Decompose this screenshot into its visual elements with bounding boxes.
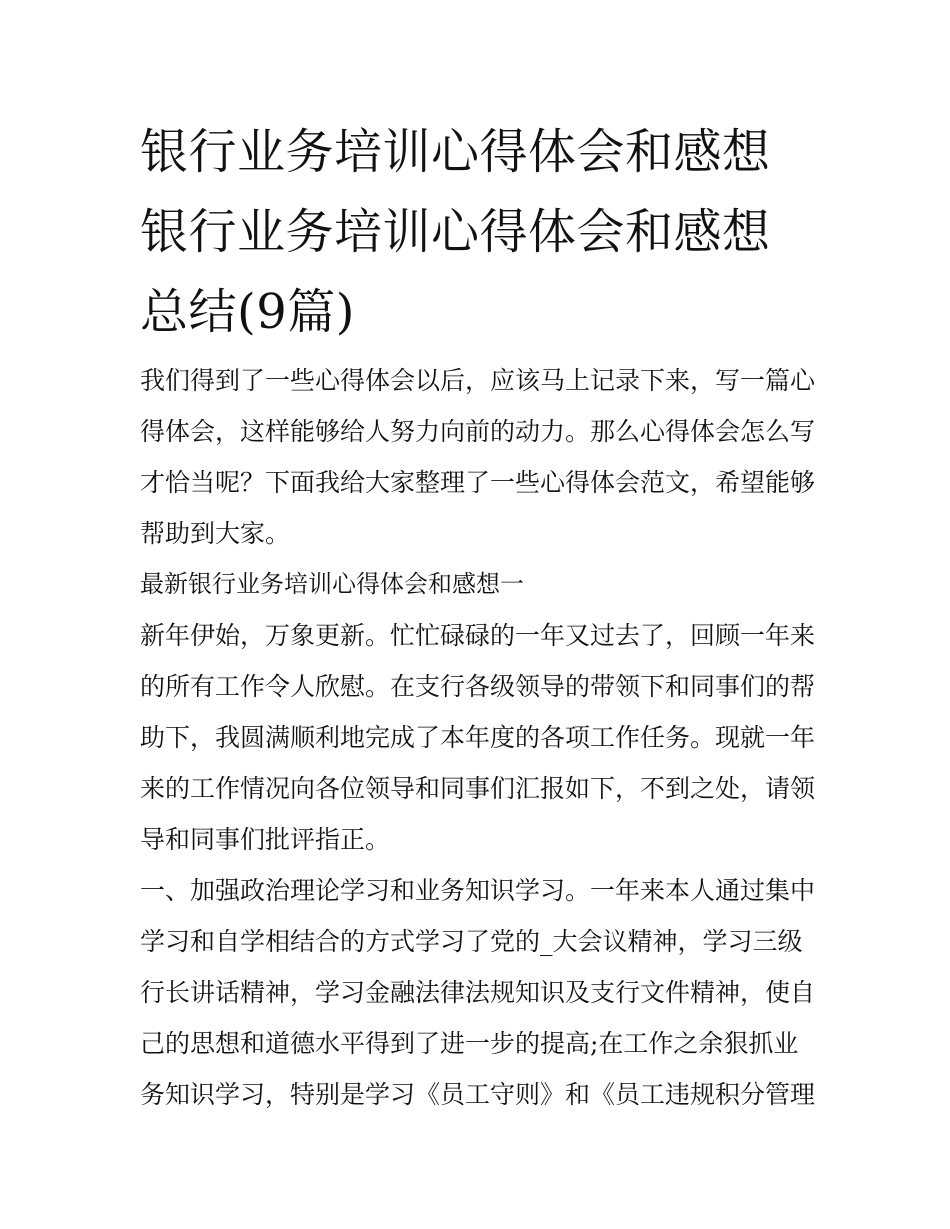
text-line: 才恰当呢？下面我给大家整理了一些心得体会范文，希望能够 [140, 468, 816, 497]
section-heading: 最新银行业务培训心得体会和感想一 [140, 570, 524, 598]
text-line: 助下，我圆满顺利地完成了本年度的各项工作任务。现就一年 [140, 723, 816, 752]
text-line: 我们得到了一些心得体会以后，应该马上记录下来，写一篇心 [140, 366, 816, 395]
document-title [140, 112, 820, 352]
title-line: 银行业务培训心得体会和感想 [140, 124, 771, 180]
text-line: 导和同事们批评指正。 [140, 825, 391, 854]
document-body [140, 355, 815, 1120]
text-line: 的所有工作令人欣慰。在支行各级领导的带领下和同事们的帮 [140, 672, 816, 701]
text-line: 一、加强政治理论学习和业务知识学习。一年来本人通过集中 [140, 876, 816, 905]
text-line: 学习和自学相结合的方式学习了党的_大会议精神，学习三级 [140, 927, 803, 956]
text-line: 己的思想和道德水平得到了进一步的提高;在工作之余狠抓业 [140, 1029, 799, 1058]
body-paragraph-1 [140, 610, 815, 865]
body-paragraph-2 [140, 865, 815, 1120]
title-line: 银行业务培训心得体会和感想 [140, 204, 771, 260]
text-line: 来的工作情况向各位领导和同事们汇报如下，不到之处，请领 [140, 774, 816, 803]
text-line: 务知识学习，特别是学习《员工守则》和《员工违规积分管理 [140, 1080, 816, 1109]
text-line: 行长讲话精神，学习金融法律法规知识及支行文件精神，使自 [140, 978, 816, 1007]
title-line: 总结(9篇) [140, 284, 355, 340]
text-line: 得体会，这样能够给人努力向前的动力。那么心得体会怎么写 [140, 417, 816, 446]
text-line: 新年伊始，万象更新。忙忙碌碌的一年又过去了，回顾一年来 [140, 621, 816, 650]
text-line: 帮助到大家。 [140, 519, 291, 548]
intro-paragraph [140, 355, 815, 559]
